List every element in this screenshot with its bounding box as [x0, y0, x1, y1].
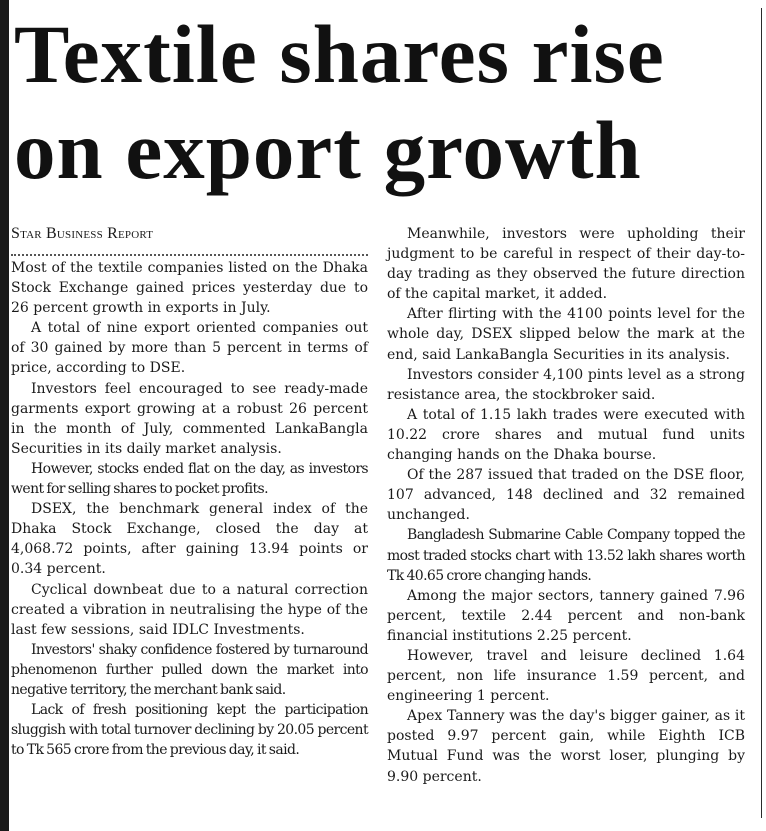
- paragraph: After flirting with the 4100 points level for the whole day, DSEX slipped below the mark at the end, said LankaBangla Securities in its analysis.: [387, 306, 745, 363]
- byline: Star Business Report: [11, 225, 154, 242]
- paragraph: Lack of fresh positioning kept the participation sluggish with total turnover declining by 20.05 percent to Tk 565 crore from the previous day, it said.: [11, 702, 368, 759]
- article-column-right: [387, 224, 745, 787]
- dotted-divider: [11, 244, 368, 256]
- article-column-left: [11, 224, 368, 760]
- paragraph: Investors feel encouraged to see ready-made garments export growing at a robust 26 percent in the month of July, commented LankaBangla Securities in its daily market analysis.: [11, 380, 368, 457]
- paragraph: Investors' shaky confidence fostered by turnaround phenomenon further pulled down the market into negative territory, the merchant bank said.: [11, 641, 368, 698]
- headline-line-2: on export growth: [14, 104, 642, 196]
- headline: [14, 6, 754, 198]
- paragraph: However, stocks ended flat on the day, as investors went for selling shares to pocket profits.: [11, 460, 368, 498]
- paragraph: Of the 287 issued that traded on the DSE floor, 107 advanced, 148 declined and 32 remained unchanged.: [387, 467, 745, 524]
- paragraph: Bangladesh Submarine Cable Company topped the most traded stocks chart with 13.52 lakh shares worth Tk 40.65 crore changing hands.: [387, 527, 745, 584]
- paragraph: DSEX, the benchmark general index of the Dhaka Stock Exchange, closed the day at 4,068.72 points, after gaining 13.94 points or 0.34 percent.: [11, 501, 368, 578]
- paragraph: However, travel and leisure declined 1.64 percent, non life insurance 1.59 percent, and engineering 1 percent.: [387, 647, 745, 705]
- paragraph: Meanwhile, investors were upholding their judgment to be careful in respect of their day-to-day trading as they observed the future direction of the capital market, it added.: [387, 226, 745, 303]
- page-edge-bar: [0, 0, 9, 831]
- headline-line-1: Textile shares rise: [14, 8, 665, 100]
- paragraph: A total of 1.15 lakh trades were executed with 10.22 crore shares and mutual fund units changing hands on the Dhaka bourse.: [387, 406, 745, 464]
- paragraph: Investors consider 4,100 pints level as a strong resistance area, the stockbroker said.: [387, 366, 745, 403]
- paragraph: Among the major sectors, tannery gained 7.96 percent, textile 2.44 percent and non-bank financial institutions 2.25 percent.: [387, 587, 745, 644]
- paragraph: Cyclical downbeat due to a natural correction created a vibration in neutralising the hype of the last few sessions, said IDLC Investments.: [11, 581, 368, 638]
- paragraph: Apex Tannery was the day's bigger gainer, as it posted 9.97 percent gain, while Eighth ICB Mutual Fund was the worst loser, plunging by 9.90 percent.: [387, 708, 745, 785]
- paragraph: Most of the textile companies listed on the Dhaka Stock Exchange gained prices yesterday due to 26 percent growth in exports in July.: [11, 260, 368, 317]
- column-rule: [761, 8, 762, 818]
- paragraph: A total of nine export oriented companies out of 30 gained by more than 5 percent in terms of price, according to DSE.: [11, 320, 368, 377]
